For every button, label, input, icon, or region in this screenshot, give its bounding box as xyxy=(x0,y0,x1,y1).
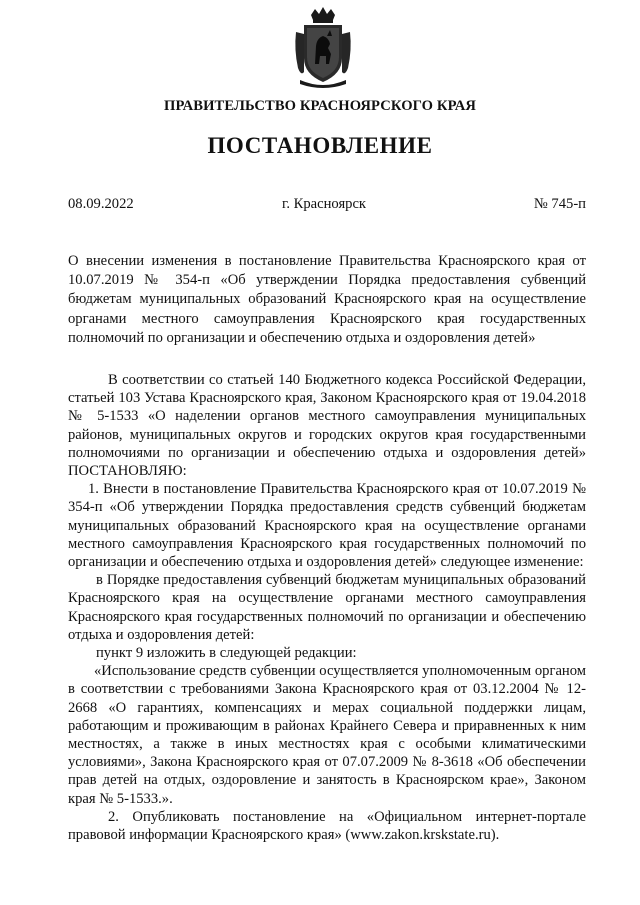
document-city: г. Красноярск xyxy=(282,196,367,212)
item-1-subparagraph: в Порядке предоставления субвенций бюджетам муниципальных образований Красноярского края на осуществление органами местного самоуправления Красноярского края государственных полномочий по организации и обеспечению отдыха и оздоровления детей: xyxy=(68,572,586,643)
document-type-heading: ПОСТАНОВЛЕНИЕ xyxy=(207,133,433,158)
item-1-point-paragraph: пункт 9 изложить в следующей редакции: xyxy=(96,645,357,662)
item-1-paragraph: 1. Внести в постановление Правительства Красноярского края от 10.07.2019 № 354-п «Об утверждении Порядка предоставления средств субвенций бюджетам муниципальных образований Красноярского края на осуществление органами местного самоуправления Красноярского края государственных полномочий по организации и обеспечению отдыха и оздоровления детей» следующее изменение: xyxy=(68,481,586,571)
coat-of-arms-icon xyxy=(292,6,354,88)
item-1-quote-paragraph: «Использование средств субвенции осуществляется уполномоченным органом в соответствии с требованиями Закона Красноярского края от 03.12.2004 № 12-2668 «О гарантиях, компенсациях и мерах социальной поддержки лицам, работающим и проживающим в районах Крайнего Севера и приравненных к ним местностях, а также в иных местностях края с особыми климатическими условиями», Закона Красноярского края от 07.07.2009 № 8-3618 «Об обеспечении прав детей на отдых, оздоровление и занятость в Красноярском крае», Законом края № 5-1533.». xyxy=(68,663,586,807)
preamble-paragraph: В соответствии со статьей 140 Бюджетного кодекса Российской Федерации, статьей 103 Устава Красноярского края, Законом Красноярского края от 19.04.2018 № 5-1533 «О наделении органов местного самоуправления муниципальных районов, муниципальных округов и городских округов края государственными полномочиями по организации и обеспечению отдыха и оздоровления детей» ПОСТАНОВЛЯЮ: xyxy=(68,372,586,480)
document-date: 08.09.2022 xyxy=(68,196,134,212)
document-title: О внесении изменения в постановление Правительства Красноярского края от 10.07.2019 № 354-п «Об утверждении Порядка предоставления субвенций бюджетам муниципальных образований Красноярского края на осуществление органами местного самоуправления Красноярского края государственных полномочий по организации и обеспечению отдыха и оздоровления детей» xyxy=(68,253,586,346)
organization-name: ПРАВИТЕЛЬСТВО КРАСНОЯРСКОГО КРАЯ xyxy=(164,98,476,114)
document-body xyxy=(68,371,586,844)
item-2-paragraph: 2. Опубликовать постановление на «Официальном интернет-портале правовой информации Красноярского края» (www.zakon.krskstate.ru). xyxy=(68,808,586,844)
document-meta-row xyxy=(68,196,586,216)
document-number: № 745-п xyxy=(533,196,586,212)
